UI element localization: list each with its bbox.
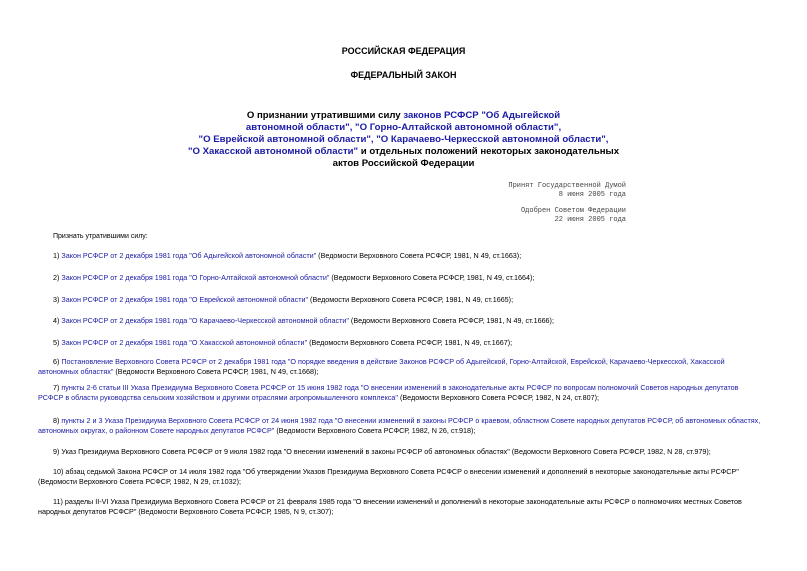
intro-text: Признать утратившими силу:: [53, 233, 148, 240]
list-item: [38, 295, 771, 305]
list-item: [38, 357, 771, 377]
law-link[interactable]: Закон РСФСР от 2 декабря 1981 года "О Горно-Алтайской автономной области": [61, 273, 330, 282]
item-number: 7): [53, 383, 62, 392]
item-number: 2): [53, 273, 62, 282]
item-text: (Ведомости Верховного Совета РСФСР, 1982, N 26, ст.918);: [274, 426, 476, 435]
item-number: 6): [53, 357, 62, 366]
doc-type-heading: ФЕДЕРАЛЬНЫЙ ЗАКОН: [350, 70, 457, 80]
law-link[interactable]: автономных округах, о районном Совете народных депутатов РСФСР": [38, 426, 275, 435]
list-item: [38, 447, 771, 457]
item-number: 1): [53, 251, 62, 260]
title-text: О признании утратившими силу: [246, 110, 404, 121]
law-link[interactable]: РСФСР в области руководства сельским хозяйством и другими отраслями агропромышленного комплекса": [38, 393, 398, 402]
item-text: (Ведомости Верховного Совета РСФСР, 1982, N 24, ст.807);: [397, 393, 599, 402]
adoption-line: Принят Государственной Думой: [508, 182, 626, 190]
law-link[interactable]: Закон РСФСР от 2 декабря 1981 года "О Карачаево-Черкесской автономной области": [61, 316, 349, 325]
title-link[interactable]: законов РСФСР "Об Адыгейской: [403, 110, 561, 121]
list-item: [38, 383, 771, 403]
list-item: [38, 316, 771, 326]
adoption-line: Одобрен Советом Федерации: [520, 207, 626, 215]
item-text: (Ведомости Верховного Совета РСФСР, 1981, N 49, ст.1664);: [329, 273, 535, 282]
law-link[interactable]: Постановление Верховного Совета РСФСР от 2 декабря 1981 года "О порядке введения в действие Законов РСФСР об Адыгейской, Горно-Алтайской, Еврейской, Карачаево-Черкесской, Хакасской: [61, 357, 725, 366]
adoption-council: [420, 207, 626, 225]
item-text: (Ведомости Верховного Совета РСФСР, 1981, N 49, ст.1666);: [348, 316, 554, 325]
law-link[interactable]: пункты 2 и 3 Указа Президиума Верховного Совета РСФСР от 24 июня 1982 года "О внесении изменений в законы РСФСР о краевом, областном Совете народных депутатов РСФСР, об автономных областях,: [61, 416, 761, 425]
item-text: (Ведомости Верховного Совета РСФСР, 1981, N 49, ст.1667);: [307, 338, 513, 347]
list-item: [38, 497, 771, 517]
law-link[interactable]: Закон РСФСР от 2 декабря 1981 года "Об Адыгейской автономной области": [61, 251, 317, 260]
item-text: 11) разделы II-VI Указа Президиума Верховного Совета РСФСР от 21 февраля 1985 года "О внесении изменений и дополнений в некоторые законодательные акты РСФСР о полномочиях местных Советов: [53, 497, 742, 506]
title-link[interactable]: "О Еврейской автономной области", "О Карачаево-Черкесской автономной области",: [198, 134, 609, 145]
adoption-date: 22 июня 2005 года: [554, 216, 626, 224]
item-number: 3): [53, 295, 62, 304]
list-item: [38, 251, 771, 261]
title-link[interactable]: "О Хакасской автономной области": [187, 146, 359, 157]
law-link[interactable]: пункты 2-6 статьи III Указа Президиума Верховного Совета РСФСР от 15 июня 1982 года "О внесении изменений в законодательные акты РСФСР по вопросам полномочий Советов народных депутатов: [61, 383, 739, 392]
item-text: 10) абзац седьмой Закона РСФСР от 14 июля 1982 года "Об утверждении Указов Президиума Верховного Совета РСФСР о внесении изменений и дополнений в некоторые законодательные акты РСФСР": [53, 467, 739, 476]
law-title: [0, 110, 807, 170]
item-text: (Ведомости Верховного Совета РСФСР, 1981, N 49, ст.1665);: [308, 295, 514, 304]
item-text: 9) Указ Президиума Верховного Совета РСФСР от 9 июля 1982 года "О внесении изменений в законы РСФСР об автономных областях" (Ведомости Верховного Совета РСФСР, 1982, N 28, ст.979);: [53, 447, 711, 456]
law-link[interactable]: Закон РСФСР от 2 декабря 1981 года "О Хакасской автономной области": [61, 338, 308, 347]
item-text: (Ведомости Верховного Совета РСФСР, 1981, N 49, ст.1668);: [113, 367, 319, 376]
item-number: 4): [53, 316, 62, 325]
list-item: [38, 416, 771, 436]
adoption-date: 8 июня 2005 года: [558, 191, 626, 199]
country-heading: РОССИЙСКАЯ ФЕДЕРАЦИЯ: [341, 46, 466, 56]
list-item: [38, 338, 771, 348]
list-item: [38, 467, 771, 487]
law-link[interactable]: автономных областях": [38, 367, 114, 376]
title-link[interactable]: автономной области", "О Горно-Алтайской автономной области",: [245, 122, 562, 133]
adoption-duma: [420, 182, 626, 200]
item-number: 5): [53, 338, 62, 347]
item-number: 8): [53, 416, 62, 425]
item-text: (Ведомости Верховного Совета РСФСР, 1981, N 49, ст.1663);: [316, 251, 522, 260]
list-item: [38, 273, 771, 283]
item-text: (Ведомости Верховного Совета РСФСР, 1982, N 29, ст.1032);: [38, 477, 242, 486]
title-text: актов Российской Федерации: [332, 158, 475, 169]
item-text: народных депутатов РСФСР" (Ведомости Верховного Совета РСФСР, 1985, N 9, ст.307);: [38, 507, 334, 516]
title-text: и отдельных положений некоторых законодательных: [358, 146, 620, 157]
law-link[interactable]: Закон РСФСР от 2 декабря 1981 года "О Еврейской автономной области": [61, 295, 309, 304]
